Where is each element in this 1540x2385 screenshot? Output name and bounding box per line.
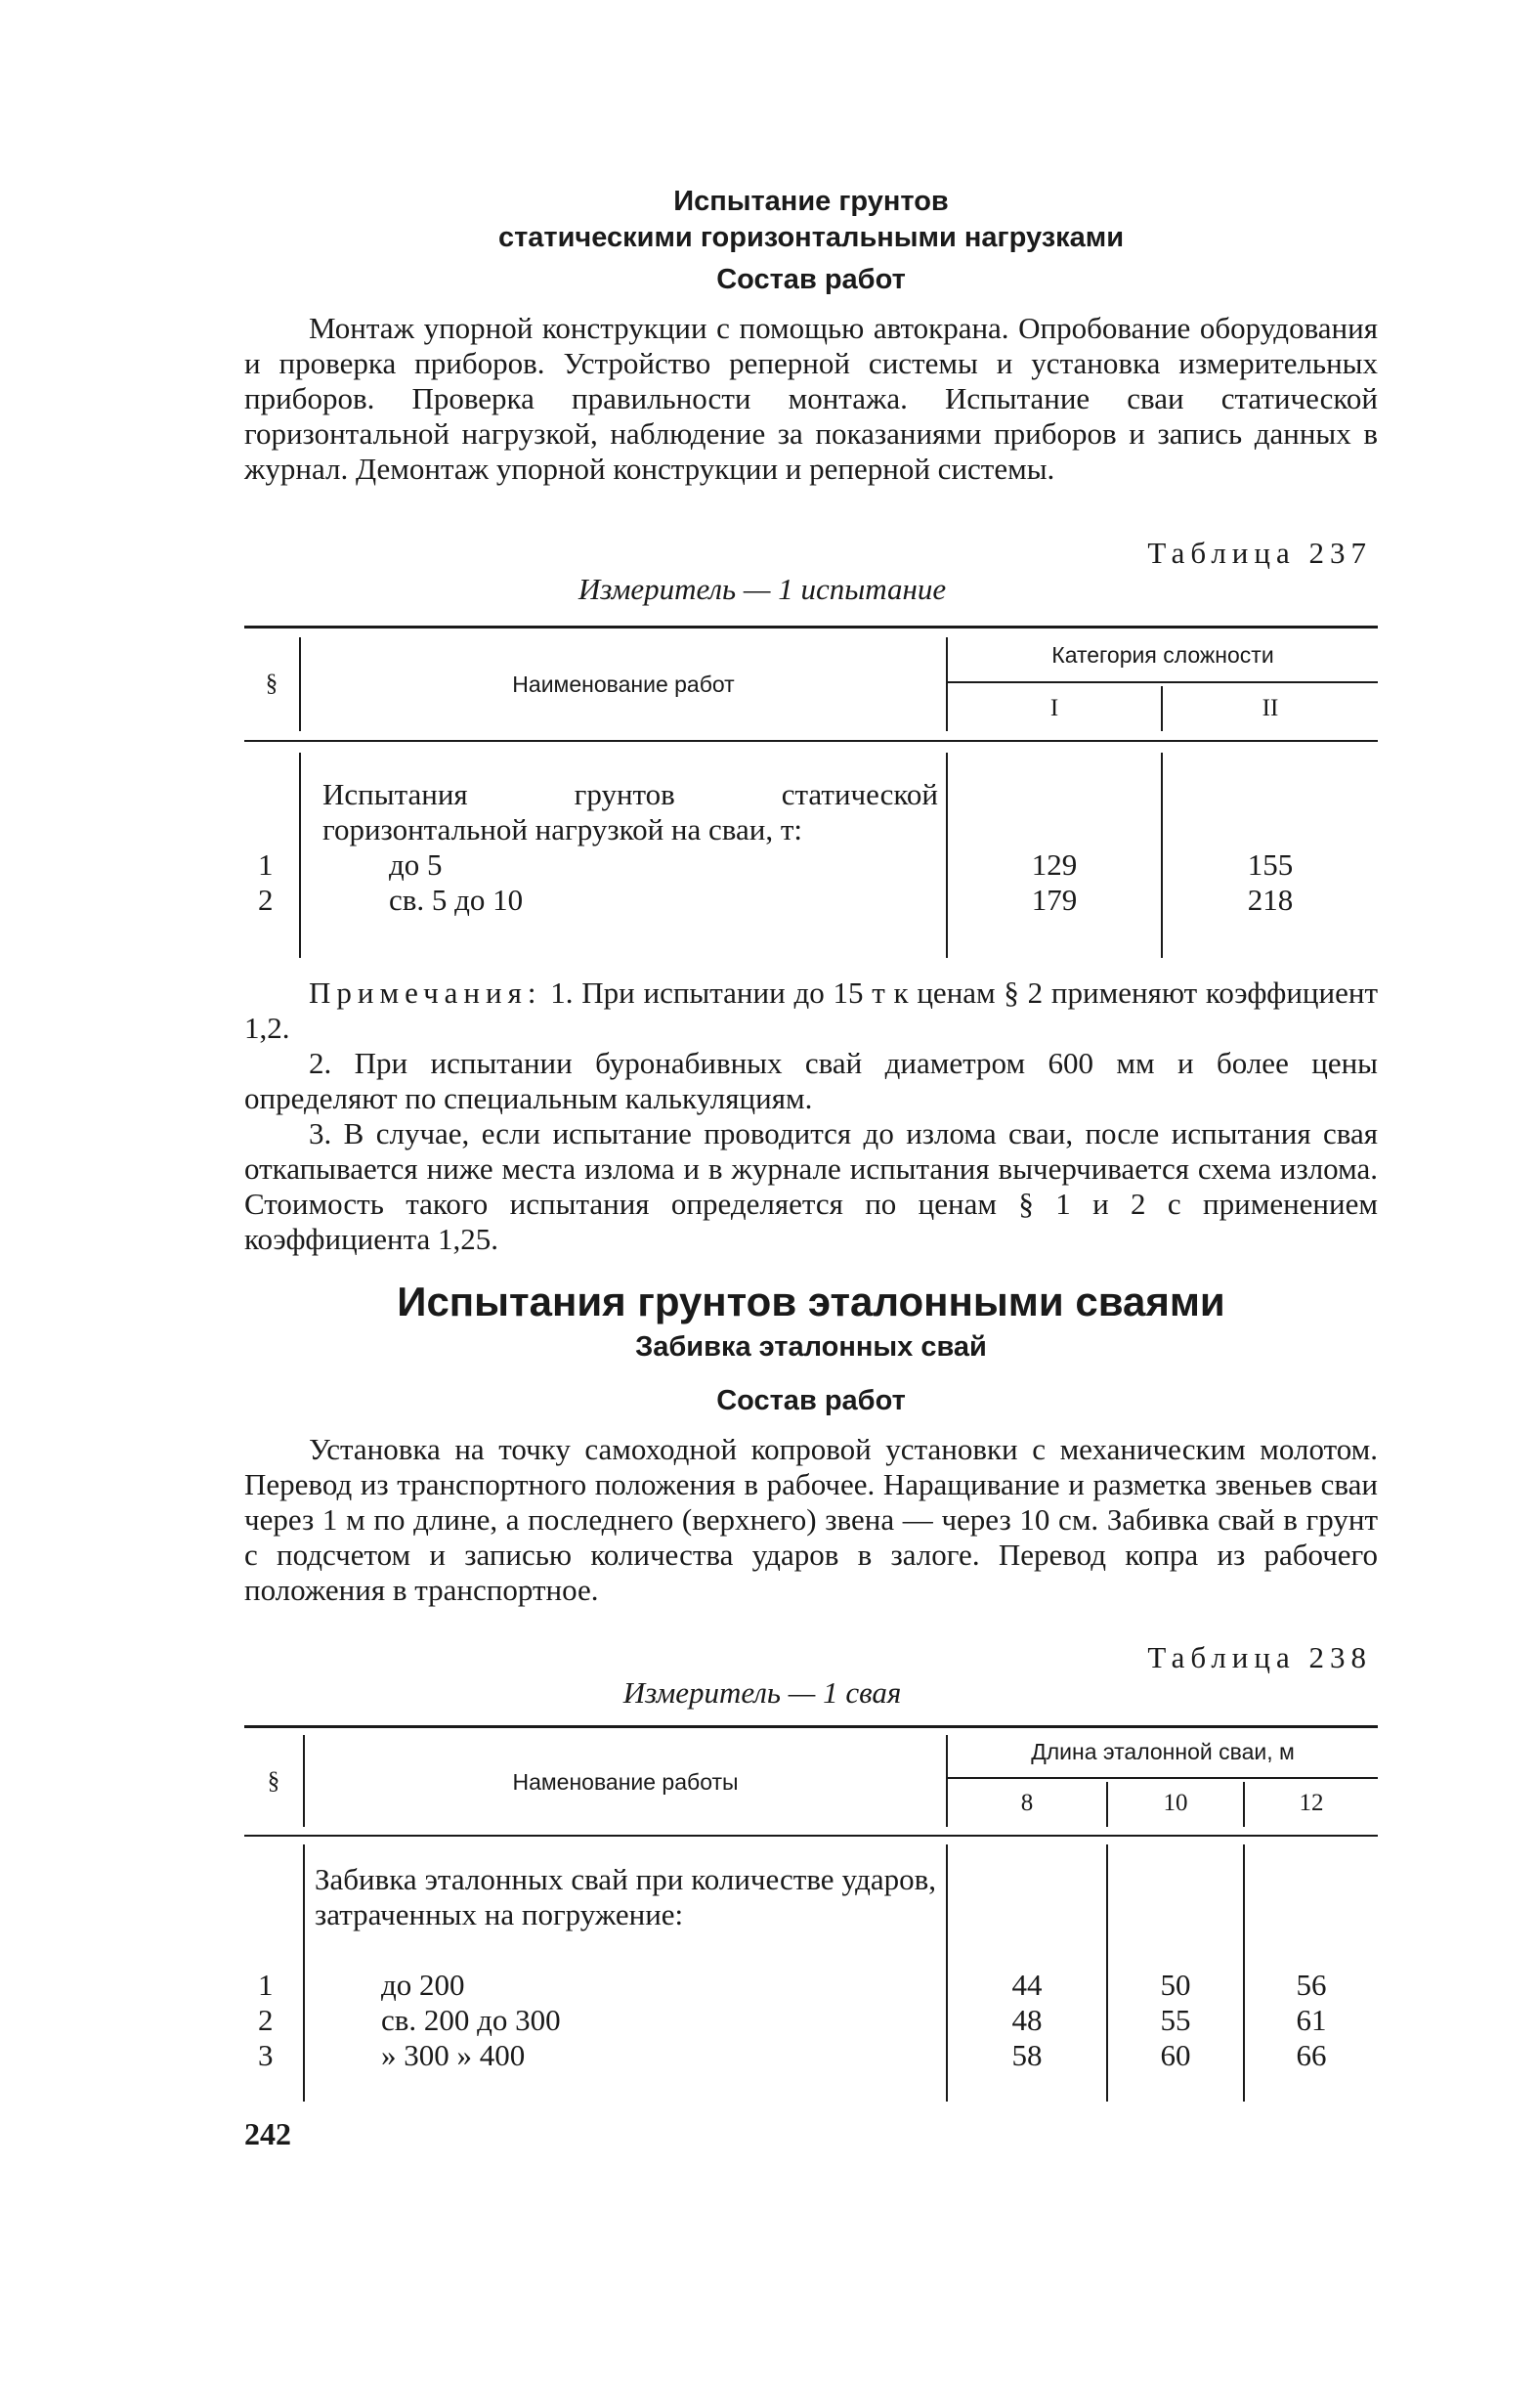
- page-number: 242: [244, 2116, 291, 2151]
- table-row-l12: 66: [1296, 2038, 1327, 2072]
- table237-col-cat1: I: [1049, 695, 1059, 721]
- table-row-para: 2: [258, 883, 274, 917]
- notes-label: Примечания:: [309, 976, 542, 1010]
- table-row-cat2: 155: [1247, 847, 1294, 882]
- table-row-l10: 50: [1160, 1968, 1191, 2002]
- notes: [244, 976, 1378, 1257]
- table238-col-paragraph: §: [267, 1768, 280, 1795]
- table-row-para: 2: [258, 2003, 274, 2037]
- table237-col-name: Наименование работ: [512, 672, 735, 697]
- table238-col-l8: 8: [1020, 1790, 1034, 1816]
- note-1: 1. При испытании до 15 т к ценам § 2 применяют коэффициент 1,2.: [244, 976, 1379, 1045]
- table237-meter: Измеритель — 1 испытание: [578, 572, 947, 606]
- note-3: 3. В случае, если испытание проводится до излома сваи, после испытания свая откапывается ниже места излома и в журнале испытания вычерчивается схема излома. Стоимость такого испытания определяется по ценам § 1 и 2 с применением коэффициента 1,25.: [244, 1116, 1378, 1256]
- table-row-cat1: 129: [1031, 847, 1078, 882]
- table237-col-paragraph: §: [265, 671, 278, 697]
- table-row-l8: 48: [1011, 2003, 1043, 2037]
- section1-title-line1: Испытание грунтов: [673, 186, 949, 217]
- table-row-l8: 58: [1011, 2038, 1043, 2072]
- table238-col-l10: 10: [1163, 1790, 1188, 1816]
- table-row-name: св. 5 до 10: [389, 883, 524, 917]
- table237: [244, 626, 1378, 958]
- table-row-l8: 44: [1011, 1968, 1043, 2002]
- table-row-para: 1: [258, 1968, 274, 2002]
- section1-composition-text: Монтаж упорной конструкции с помощью автокрана. Опробование оборудования и проверка приборов. Устройство реперной системы и установка измерительных приборов. Проверка правильности монтажа. Испытание сваи статической горизонтальной нагрузкой, наблюдение за показаниями приборов и запись данных в журнал. Демонтаж упорной конструкции и реперной системы.: [244, 311, 1378, 486]
- table237-description: Испытания грунтов статической горизонтальной нагрузкой на сваи, т:: [322, 777, 938, 846]
- table-row-l10: 55: [1160, 2003, 1191, 2037]
- table-row-name: до 5: [389, 847, 443, 882]
- table-row-cat2: 218: [1247, 883, 1294, 917]
- table-row-l12: 61: [1296, 2003, 1327, 2037]
- section1-title-line2: статическими горизонтальными нагрузками: [497, 222, 1125, 253]
- table-row-cat1: 179: [1031, 883, 1078, 917]
- section1-composition-heading: Состав работ: [716, 264, 906, 295]
- table-row-l12: 56: [1296, 1968, 1327, 2002]
- table-row-para: 3: [258, 2038, 274, 2072]
- table-row-name: » 300 » 400: [381, 2038, 526, 2072]
- table238-description: Забивка эталонных свай при количестве ударов, затраченных на погружение:: [315, 1862, 936, 1931]
- table-row-l10: 60: [1160, 2038, 1191, 2072]
- table-row-name: св. 200 до 300: [381, 2003, 561, 2037]
- section2-title: Испытания грунтов эталонными сваями: [397, 1279, 1225, 1324]
- table238-label: Таблица 238: [1147, 1640, 1372, 1674]
- table238-col-l12: 12: [1299, 1790, 1324, 1816]
- table238: [244, 1725, 1378, 2102]
- table-row-name: до 200: [381, 1968, 465, 2002]
- section2-composition-text: Установка на точку самоходной копровой установки с механическим молотом. Перевод из транспортного положения в рабочее. Наращивание и разметка звеньев сваи через 1 м по длине, а последнего (верхнего) звена — через 10 см. Забивка свай в грунт с подсчетом и записью количества ударов в залоге. Перевод копра из рабочего положения в транспортное.: [244, 1432, 1378, 1607]
- note-2: 2. При испытании буронабивных свай диаметром 600 мм и более цены определяют по специальным калькуляциям.: [244, 1046, 1378, 1115]
- table-row-para: 1: [258, 847, 274, 882]
- section2-subtitle: Забивка эталонных свай: [635, 1331, 987, 1363]
- table238-meter: Измеритель — 1 свая: [622, 1675, 902, 1710]
- section2-composition-heading: Состав работ: [716, 1385, 906, 1416]
- table238-col-group: Длина эталонной сваи, м: [1031, 1739, 1295, 1764]
- table237-label: Таблица 237: [1147, 536, 1372, 570]
- table237-col-group: Категория сложности: [1051, 642, 1274, 668]
- table238-col-name: Наменование работы: [512, 1769, 739, 1795]
- table237-col-cat2: II: [1262, 695, 1279, 721]
